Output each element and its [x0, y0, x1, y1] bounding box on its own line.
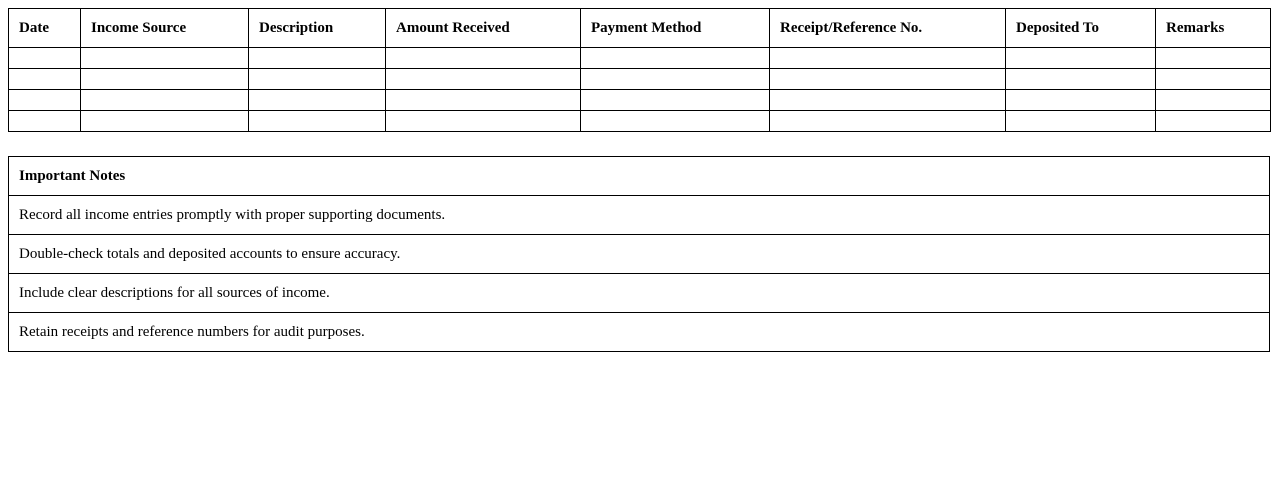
table-cell[interactable]	[81, 90, 249, 111]
table-cell[interactable]	[386, 111, 581, 132]
table-cell[interactable]	[1006, 111, 1156, 132]
table-cell[interactable]	[81, 69, 249, 90]
table-cell[interactable]	[81, 48, 249, 69]
table-cell[interactable]	[9, 111, 81, 132]
important-notes-table	[8, 156, 1270, 352]
table-cell[interactable]	[770, 69, 1006, 90]
table-row	[9, 90, 1271, 111]
table-header-row	[9, 9, 1271, 48]
note-item: Include clear descriptions for all sources of income.	[9, 274, 1270, 313]
table-cell[interactable]	[1006, 69, 1156, 90]
table-cell[interactable]	[386, 48, 581, 69]
table-cell[interactable]	[386, 69, 581, 90]
header-amount-received: Amount Received	[386, 9, 581, 48]
note-row	[9, 196, 1270, 235]
note-item: Retain receipts and reference numbers for audit purposes.	[9, 313, 1270, 352]
table-cell[interactable]	[1156, 69, 1271, 90]
header-remarks: Remarks	[1156, 9, 1271, 48]
header-income-source: Income Source	[81, 9, 249, 48]
header-payment-method: Payment Method	[581, 9, 770, 48]
note-item: Double-check totals and deposited accounts to ensure accuracy.	[9, 235, 1270, 274]
header-receipt-reference: Receipt/Reference No.	[770, 9, 1006, 48]
table-cell[interactable]	[581, 48, 770, 69]
header-date: Date	[9, 9, 81, 48]
note-row	[9, 313, 1270, 352]
table-cell[interactable]	[249, 111, 386, 132]
table-row	[9, 48, 1271, 69]
table-cell[interactable]	[81, 111, 249, 132]
header-description: Description	[249, 9, 386, 48]
table-cell[interactable]	[581, 111, 770, 132]
header-deposited-to: Deposited To	[1006, 9, 1156, 48]
table-cell[interactable]	[770, 111, 1006, 132]
notes-title: Important Notes	[9, 157, 1270, 196]
table-cell[interactable]	[770, 48, 1006, 69]
table-cell[interactable]	[249, 69, 386, 90]
table-cell[interactable]	[9, 69, 81, 90]
table-cell[interactable]	[1156, 111, 1271, 132]
table-cell[interactable]	[249, 90, 386, 111]
note-row	[9, 235, 1270, 274]
table-row	[9, 111, 1271, 132]
table-cell[interactable]	[9, 90, 81, 111]
table-row	[9, 69, 1271, 90]
table-cell[interactable]	[1156, 90, 1271, 111]
note-item: Record all income entries promptly with proper supporting documents.	[9, 196, 1270, 235]
table-cell[interactable]	[770, 90, 1006, 111]
table-cell[interactable]	[581, 69, 770, 90]
table-cell[interactable]	[1006, 48, 1156, 69]
table-cell[interactable]	[1156, 48, 1271, 69]
income-record-table	[8, 8, 1271, 132]
note-row	[9, 274, 1270, 313]
notes-header-row	[9, 157, 1270, 196]
table-cell[interactable]	[249, 48, 386, 69]
table-cell[interactable]	[386, 90, 581, 111]
table-cell[interactable]	[1006, 90, 1156, 111]
table-cell[interactable]	[581, 90, 770, 111]
table-cell[interactable]	[9, 48, 81, 69]
